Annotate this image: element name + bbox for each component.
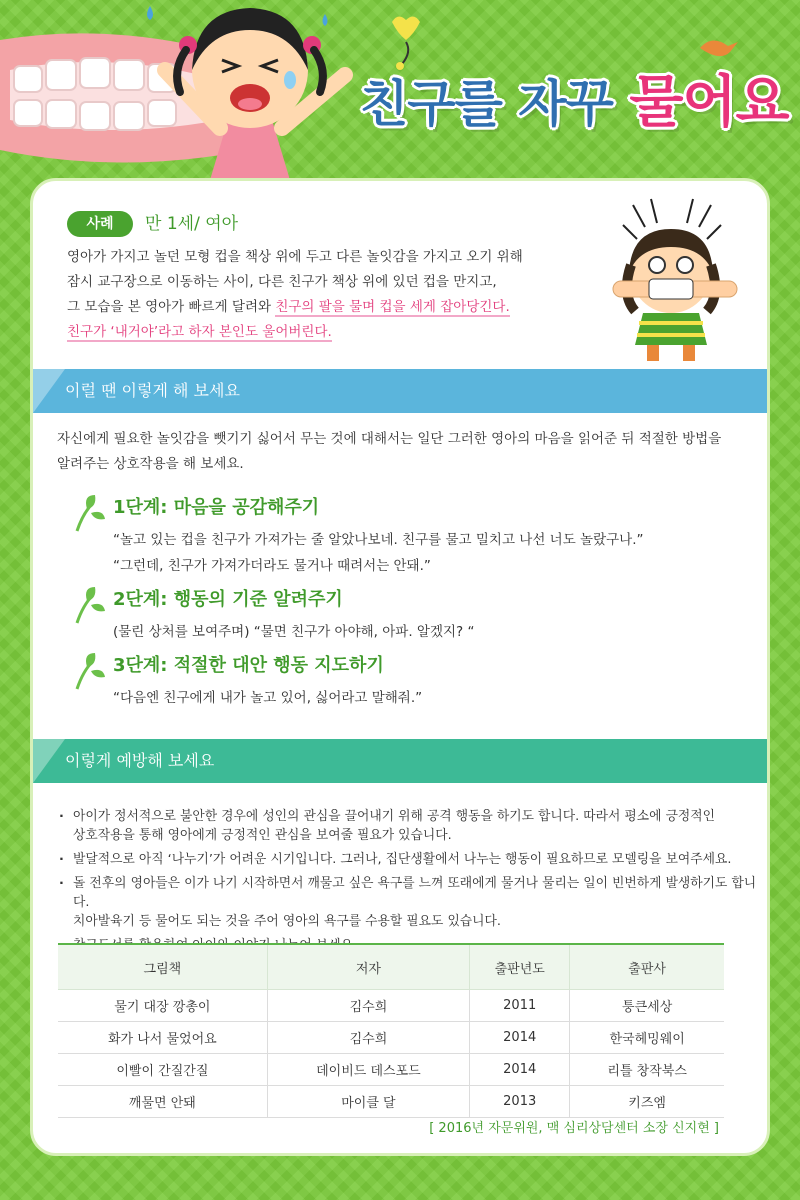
case-line: 잠시 교구장으로 이동하는 사이, 다른 친구가 책상 위에 있던 컵을 만지고, (67, 274, 497, 290)
table-row (58, 1054, 724, 1086)
table-row (58, 990, 724, 1022)
column-header: 출판사 (570, 944, 724, 990)
case-line3-plain: 그 모습을 본 영아가 빠르게 달려와 (67, 299, 276, 315)
case-line4-highlight: 친구가 ‘내거야’라고 하자 본인도 울어버린다. (67, 324, 332, 340)
book-title: 화가 나서 물었어요 (58, 1022, 267, 1054)
book-author: 김수희 (267, 990, 469, 1022)
book-author: 김수희 (267, 1022, 469, 1054)
step-line: (물린 상처를 보여주며) “물면 친구가 아야해, 아파. 알겠지? “ (113, 624, 475, 640)
case-text (67, 245, 587, 345)
step-title: 2단계: 행동의 기준 알려주기 (113, 589, 343, 610)
title-part2: 물어요 (629, 70, 789, 135)
leaf-icon (73, 493, 107, 533)
case-line3-highlight: 친구의 팔을 물며 컵을 세게 잡아당긴다. (275, 299, 510, 315)
case-line: 영아가 가지고 놀던 모형 컵을 책상 위에 두고 다른 놀잇감을 가지고 오기 위해 (67, 249, 523, 265)
book-title: 깨물면 안돼 (58, 1086, 267, 1118)
bullet-item: · 아이가 정서적으로 불안한 경우에 성인의 관심을 끌어내기 위해 공격 행동을 하기도 합니다. 따라서 평소에 긍정적인 상호작용을 통해 영아에게 긍정적인 관심을 보여줄 필요가 있습니다. (59, 807, 759, 845)
bullet-item: · 발달적으로 아직 ‘나누기’가 어려운 시기입니다. 그러나, 집단생활에서 나누는 행동이 필요하므로 모델링을 보여주세요. (59, 850, 759, 869)
book-author: 마이클 달 (267, 1086, 469, 1118)
book-title: 물기 대장 깡총이 (58, 990, 267, 1022)
case-line (67, 295, 587, 320)
book-table (58, 943, 724, 1118)
prevent-bullets (59, 807, 759, 960)
book-publisher: 한국헤밍웨이 (570, 1022, 724, 1054)
step-line: “놀고 있는 컵을 친구가 가져가는 줄 알았나보네. 친구를 물고 밀치고 나선 너도 놀랐구나.” (113, 532, 644, 548)
bullet-item: · 돌 전후의 영아들은 이가 나기 시작하면서 깨물고 싶은 욕구를 느껴 또래에게 물거나 물리는 일이 빈번하게 발생하기도 합니다. 치아발육기 등 물어도 되는 것을 주어 영아의 욕구를 수용할 필요도 있습니다. (59, 874, 759, 931)
table-row (58, 1086, 724, 1118)
case-badge: 사례 (67, 211, 133, 237)
content-card (30, 178, 770, 1156)
intro-line: 자신에게 필요한 놀잇감을 뺏기기 싫어서 무는 것에 대해서는 일단 그러한 영아의 마음을 읽어준 뒤 적절한 방법을 (57, 431, 722, 447)
column-header: 출판년도 (470, 944, 570, 990)
biting-child-illustration (603, 195, 743, 365)
book-publisher: 키즈엠 (570, 1086, 724, 1118)
book-year: 2014 (470, 1022, 570, 1054)
book-year: 2014 (470, 1054, 570, 1086)
author-credit: [ 2016년 자문위원, 맥 심리상담센터 소장 신지현 ] (429, 1121, 719, 1136)
page-title (360, 58, 789, 138)
step-line: “그런데, 친구가 가져가더라도 물거나 때려서는 안돼.” (113, 558, 431, 574)
book-publisher: 리틀 창작북스 (570, 1054, 724, 1086)
column-header: 저자 (267, 944, 469, 990)
step-title: 1단계: 마음을 공감해주기 (113, 497, 320, 518)
book-title: 이빨이 간질간질 (58, 1054, 267, 1086)
table-header-row (58, 944, 724, 990)
step-title: 3단계: 적절한 대안 행동 지도하기 (113, 655, 384, 676)
case-line (67, 320, 587, 345)
leaf-icon (73, 585, 107, 625)
book-author: 데이비드 데스포드 (267, 1054, 469, 1086)
column-header: 그림책 (58, 944, 267, 990)
table-row (58, 1022, 724, 1054)
section-heading-tips (33, 369, 770, 413)
intro-line: 알려주는 상호작용을 해 보세요. (57, 456, 244, 472)
tips-intro (57, 427, 747, 477)
section2-heading-text: 이렇게 예방해 보세요 (65, 751, 215, 770)
section1-heading-text: 이럴 땐 이렇게 해 보세요 (65, 381, 240, 400)
section-heading-prevent (33, 739, 770, 783)
book-publisher: 퉁큰세상 (570, 990, 724, 1022)
book-year: 2013 (470, 1086, 570, 1118)
book-year: 2011 (470, 990, 570, 1022)
leaf-icon (73, 651, 107, 691)
step-line: “다음엔 친구에게 내가 놀고 있어, 싫어라고 말해줘.” (113, 690, 423, 706)
case-subject: 만 1세/ 여아 (145, 214, 239, 234)
title-part1: 친구를 자꾸 (360, 75, 613, 133)
header-banner (0, 0, 800, 180)
